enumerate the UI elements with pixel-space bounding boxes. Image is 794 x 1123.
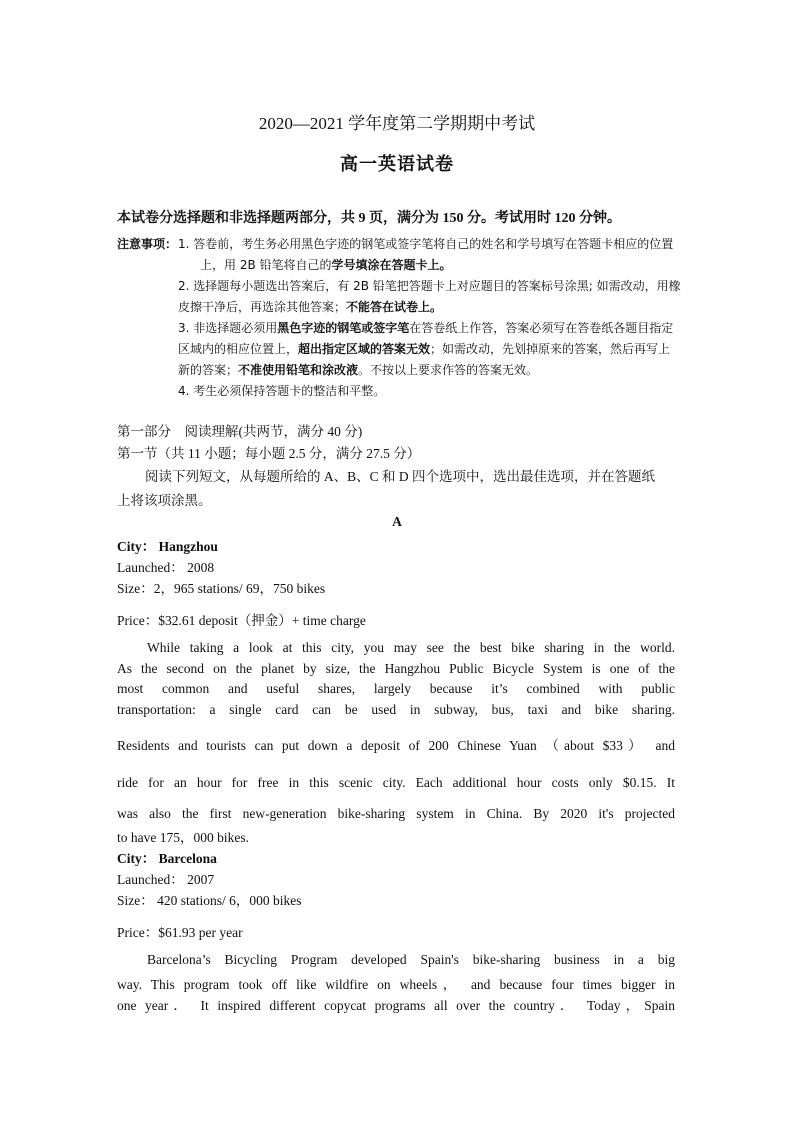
hangzhou-launched: Launched： 2008 [117, 560, 215, 575]
barcelona-size: Size： 420 stations/ 6，000 bikes [117, 893, 302, 908]
note-2-line-2: 皮擦干净后，再选涂其他答案；不能答在试卷上。 [178, 300, 443, 314]
passage-label: A [392, 514, 402, 529]
note-3-line-3: 新的答案；不准使用铅笔和涂改液。不按以上要求作答的答案无效。 [178, 363, 539, 377]
hangzhou-paragraph-line: While taking a look at this city, you may see the best bike sharing in the world. [147, 640, 675, 655]
note-1-line-2: 上，用 2B 铅笔将自己的学号填涂在答题卡上。 [200, 258, 452, 272]
barcelona-paragraph-line: way. This program took off like wildfire on wheels， and because four times bigger in [117, 977, 675, 992]
hangzhou-paragraph-line: As the second on the planet by size, the Hangzhou Public Bicycle System is one of the [117, 661, 675, 676]
note-4: 4. 考生必须保持答题卡的整洁和平整。 [178, 384, 386, 398]
barcelona-price: Price：$61.93 per year [117, 925, 243, 940]
instructions-line-1: 阅读下列短文，从每题所给的 A、B、C 和 D 四个选项中，选出最佳选项，并在答题纸 [145, 469, 656, 484]
hangzhou-paragraph-line: most common and useful shares, largely because it’s combined with public [117, 681, 675, 696]
note-3-line-1: 3. 非选择题必须用黑色字迹的钢笔或签字笔在答卷纸上作答，答案必须写在答卷纸各题目指定 [178, 321, 674, 335]
hangzhou-paragraph-line: transportation: a single card can be used in subway, bus, taxi and bike sharing. [117, 702, 675, 717]
part-heading: 第一部分 阅读理解(共两节，满分 40 分) [117, 424, 363, 439]
note-3-line-2: 区域内的相应位置上，超出指定区域的答案无效；如需改动，先划掉原来的答案，然后再写上 [178, 342, 671, 356]
barcelona-city: City： Barcelona [117, 851, 217, 866]
hangzhou-paragraph-line: to have 175，000 bikes. [117, 830, 249, 845]
notes-label: 注意事项： [117, 237, 178, 251]
hangzhou-paragraph-line: was also the first new-generation bike-sharing system in China. By 2020 it's projected [117, 806, 675, 821]
hangzhou-paragraph-line: Residents and tourists can put down a deposit of 200 Chinese Yuan （about $33） and [117, 738, 675, 753]
barcelona-paragraph-line: one year． It inspired different copycat programs all over the country． Today，Spain [117, 998, 675, 1013]
hangzhou-city: City： Hangzhou [117, 539, 218, 554]
barcelona-launched: Launched： 2007 [117, 872, 215, 887]
hangzhou-size: Size：2，965 stations/ 69，750 bikes [117, 581, 326, 596]
exam-intro: 本试卷分选择题和非选择题两部分，共 9 页，满分为 150 分。考试用时 120 分钟。 [117, 211, 621, 226]
exam-title: 2020—2021 学年度第二学期期中考试 [258, 114, 536, 133]
note-1-line-1: 1. 答卷前，考生务必用黑色字迹的钢笔或签字笔将自己的姓名和学号填写在答题卡相应的位置 [178, 237, 674, 251]
hangzhou-paragraph-line: ride for an hour for free in this scenic city. Each additional hour costs only $0.15. It [117, 775, 675, 790]
section-heading: 第一节（共 11 小题；每小题 2.5 分，满分 27.5 分） [117, 446, 421, 461]
note-2-line-1: 2. 选择题每小题选出答案后，有 2B 铅笔把答题卡上对应题目的答案标号涂黑; 如需改动，用橡 [178, 279, 681, 293]
barcelona-paragraph-line: Barcelona’s Bicycling Program developed Spain's bike-sharing business in a big [147, 952, 675, 967]
instructions-line-2: 上将该项涂黑。 [117, 493, 212, 508]
subject-title: 高一英语试卷 [340, 154, 454, 174]
hangzhou-price: Price：$32.61 deposit（押金）+ time charge [117, 613, 366, 628]
